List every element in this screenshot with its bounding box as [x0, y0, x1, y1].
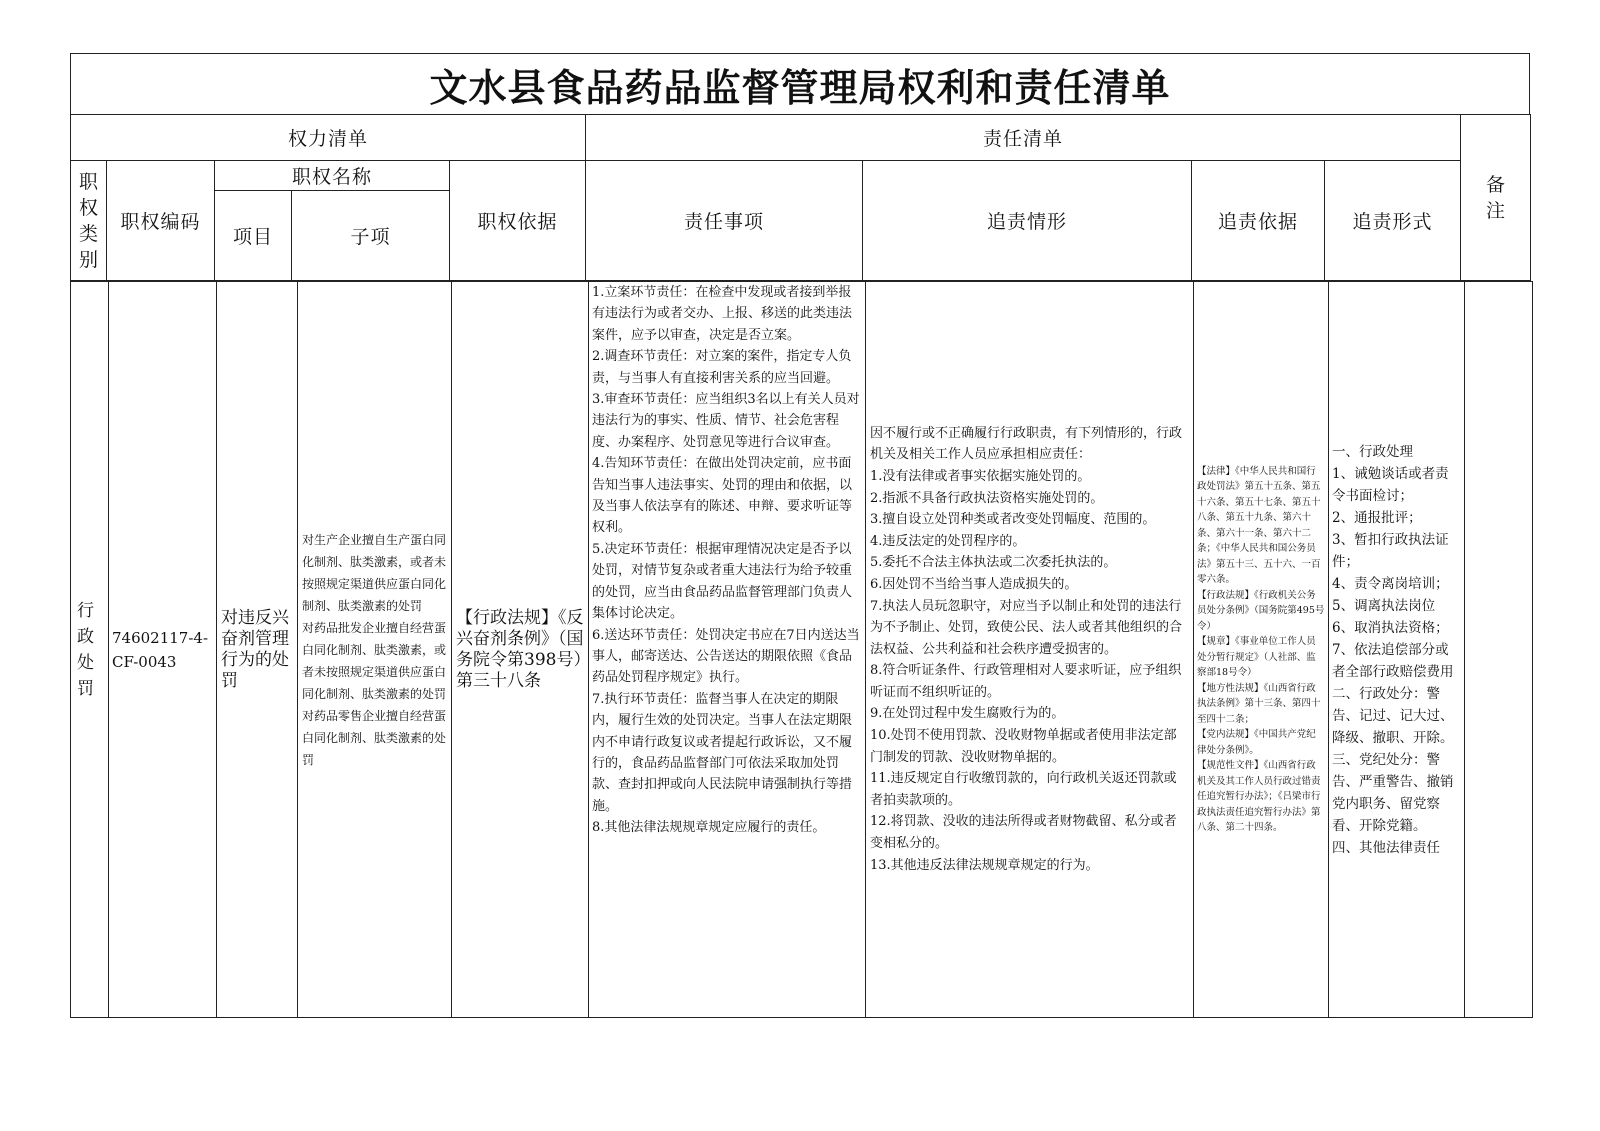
duty-items-header	[586, 161, 863, 281]
accountability-case: 8.符合听证条件、行政管理相对人要求听证，应予组织听证而不组织听证的。	[870, 663, 1182, 700]
subitem-header	[292, 191, 450, 281]
accountability-form-entry: 5、调离执法岗位	[1332, 597, 1436, 614]
document-title: 文水县食品药品监督管理局权利和责任清单	[429, 65, 1171, 110]
category-header	[71, 161, 107, 281]
accountability-case: 1.没有法律或者事实依据实施处罚的。	[870, 468, 1091, 484]
accountability-case: 因不履行或不正确履行行政职责，有下列情形的，行政机关及相关工作人员应承担相应责任：	[870, 425, 1183, 463]
accountability-case: 10.处罚不使用罚款、没收财物单据或者使用非法定部门制发的罚款、没收财物单据的。	[870, 728, 1177, 765]
accountability-form-entry: 1、诫勉谈话或者责令书面检讨；	[1332, 465, 1449, 504]
header-table	[70, 114, 1531, 281]
accountability-form-label: 追责形式	[1352, 211, 1433, 233]
accountability-basis-label: 追责依据	[1217, 211, 1298, 233]
remarks-label: 备注	[1486, 173, 1506, 222]
accountability-cases-header	[863, 161, 1192, 281]
accountability-case: 3.擅自设立处罚种类或者改变处罚幅度、范围的。	[870, 512, 1156, 528]
category-value: 行政处罚	[77, 600, 94, 699]
duty-list-header	[586, 115, 1461, 161]
basis-value: 【行政法规】《反兴奋剂条例》（国务院令第398号）第三十八条	[456, 607, 584, 691]
duty-item: 7.执行环节责任：监督当事人在决定的期限内，履行生效的处罚决定。当事人在法定期限内不申请行政复议或者提起行政诉讼，又不履行的，食品药品监督部门可依法采取加处罚款、查封扣押或向人民法院申请强制执行等措施。	[592, 691, 853, 814]
accountability-form-entry: 二、行政处分：警告、记过、记大过、降级、撤职、开除。	[1332, 685, 1454, 746]
accountability-form-cell	[1329, 282, 1465, 1018]
subitem-entry: 对药品批发企业擅自经营蛋白同化制剂、肽类激素，或者未按照规定渠道供应蛋白同化制剂、肽类激素的处罚	[302, 620, 447, 701]
code-value: 74602117-4-CF-0043	[112, 628, 209, 671]
item-cell	[217, 282, 298, 1018]
accountability-case: 7.执法人员玩忽职守，对应当予以制止和处罚的违法行为不予制止、处罚，致使公民、法人或者其他组织的合法权益、公共利益和社会秩序遭受损害的。	[870, 598, 1183, 657]
accountability-case: 4.违反法定的处罚程序的。	[870, 533, 1026, 549]
accountability-cases-cell	[866, 282, 1194, 1018]
code-label: 职权编码	[120, 211, 201, 233]
accountability-basis-entry: 【法律】《中华人民共和国行政处罚法》第五十五条、第五十六条、第五十七条、第五十八条、第五十九条、第六十条、第六十一条、第六十二条；《中华人民共和国公务员法》第五十三、五十六、一百零六条。	[1197, 465, 1321, 585]
accountability-case: 2.指派不具备行政执法资格实施处罚的。	[870, 490, 1104, 506]
duty-item: 3.审查环节责任：应当组织3名以上有关人员对违法行为的事实、性质、情节、社会危害程度、办案程序、处罚意见等进行合议审查。	[592, 392, 860, 450]
accountability-form-header	[1325, 161, 1461, 281]
accountability-form-entry: 2、通报批评；	[1332, 509, 1422, 526]
accountability-case: 13.其他违反法律法规规章规定的行为。	[870, 857, 1099, 873]
duty-item: 4.告知环节责任：在做出处罚决定前，应书面告知当事人违法事实、处罚的理由和依据，以及当事人依法享有的陈述、申辩、要求听证等权利。	[592, 456, 853, 536]
accountability-basis-entry: 【规范性文件】《山西省行政机关及其工作人员行政过错责任追究暂行办法》；《吕梁市行政执法责任追究暂行办法》第八条、第二十四条。	[1197, 760, 1321, 833]
code-cell	[109, 282, 217, 1018]
item-value: 对违反兴奋剂管理行为的处罚	[221, 607, 289, 691]
accountability-form-entry: 7、依法追偿部分或者全部行政赔偿费用	[1332, 641, 1454, 680]
duty-list-label: 责任清单	[983, 128, 1064, 150]
accountability-case: 9.在处罚过程中发生腐败行为的。	[870, 706, 1065, 722]
accountability-form-entry: 四、其他法律责任	[1332, 839, 1440, 856]
power-list-label: 权力清单	[287, 128, 368, 150]
subitem-cell	[298, 282, 452, 1018]
category-label: 职权类别	[78, 170, 98, 271]
duty-item: 6.送达环节责任：处罚决定书应在7日内送达当事人，邮寄送达、公告送达的期限依照《食品药品处罚程序规定》执行。	[592, 627, 860, 686]
body-table	[70, 281, 1533, 1018]
accountability-cases-label: 追责情形	[986, 211, 1067, 233]
item-label: 项目	[232, 226, 273, 248]
remarks-header	[1461, 115, 1531, 281]
accountability-case: 5.委托不合法主体执法或二次委托执法的。	[870, 555, 1117, 571]
subitem-label: 子项	[350, 226, 391, 248]
accountability-case: 12.将罚款、没收的违法所得或者财物截留、私分或者变相私分的。	[870, 814, 1177, 852]
duty-item: 1.立案环节责任：在检查中发现或者接到举报有违法行为或者交办、上报、移送的此类违法案件，应予以审查，决定是否立案。	[592, 285, 853, 343]
subitem-entry: 对药品零售企业擅自经营蛋白同化制剂、肽类激素的处罚	[302, 708, 447, 767]
accountability-basis-entry: 【行政法规】《行政机关公务员处分条例》（国务院第495号令）	[1197, 589, 1325, 632]
accountability-form-entry: 3、暂扣行政执法证件；	[1332, 531, 1449, 570]
category-cell	[71, 282, 109, 1018]
duty-item: 8.其他法律法规规章规定应履行的责任。	[592, 820, 826, 836]
basis-cell	[452, 282, 589, 1018]
code-header	[107, 161, 215, 281]
title-box	[70, 53, 1530, 115]
remarks-cell	[1465, 282, 1533, 1018]
accountability-basis-header	[1192, 161, 1325, 281]
accountability-form-entry: 一、行政处理	[1332, 443, 1413, 460]
accountability-form-entry: 6、取消执法资格；	[1332, 619, 1449, 636]
duty-items-label: 责任事项	[683, 211, 764, 233]
subitem-entry: 对生产企业擅自生产蛋白同化制剂、肽类激素，或者未按照规定渠道供应蛋白同化制剂、肽类激素的处罚	[302, 532, 447, 613]
accountability-case: 6.因处罚不当给当事人造成损失的。	[870, 576, 1078, 592]
accountability-basis-entry: 【地方性法规】《山西省行政执法条例》第十三条、第四十至四十二条；	[1197, 682, 1321, 725]
duty-item: 5.决定环节责任：根据审理情况决定是否予以处罚，对情节复杂或者重大违法行为给予较重的处罚，应当由食品药品监督管理部门负责人集体讨论决定。	[592, 541, 853, 622]
power-name-label: 职权名称	[291, 166, 372, 188]
accountability-form-entry: 三、党纪处分：警告、严重警告、撤销党内职务、留党察看、开除党籍。	[1332, 751, 1454, 834]
item-header	[215, 191, 292, 281]
power-name-header	[215, 161, 450, 191]
accountability-basis-cell	[1194, 282, 1329, 1018]
basis-label: 职权依据	[477, 211, 558, 233]
duty-items-cell	[589, 282, 866, 1018]
duty-item: 2.调查环节责任：对立案的案件，指定专人负责，与当事人有直接利害关系的应当回避。	[592, 349, 852, 386]
basis-header	[450, 161, 586, 281]
accountability-basis-entry: 【规章】《事业单位工作人员处分暂行规定》（人社部、监察部18号令）	[1197, 636, 1316, 678]
power-list-header	[71, 115, 586, 161]
accountability-basis-entry: 【党内法规】《中国共产党纪律处分条例》。	[1197, 729, 1316, 756]
accountability-form-entry: 4、责令离岗培训；	[1332, 575, 1449, 592]
accountability-case: 11.违反规定自行收缴罚款的，向行政机关返还罚款或者拍卖款项的。	[870, 771, 1177, 808]
